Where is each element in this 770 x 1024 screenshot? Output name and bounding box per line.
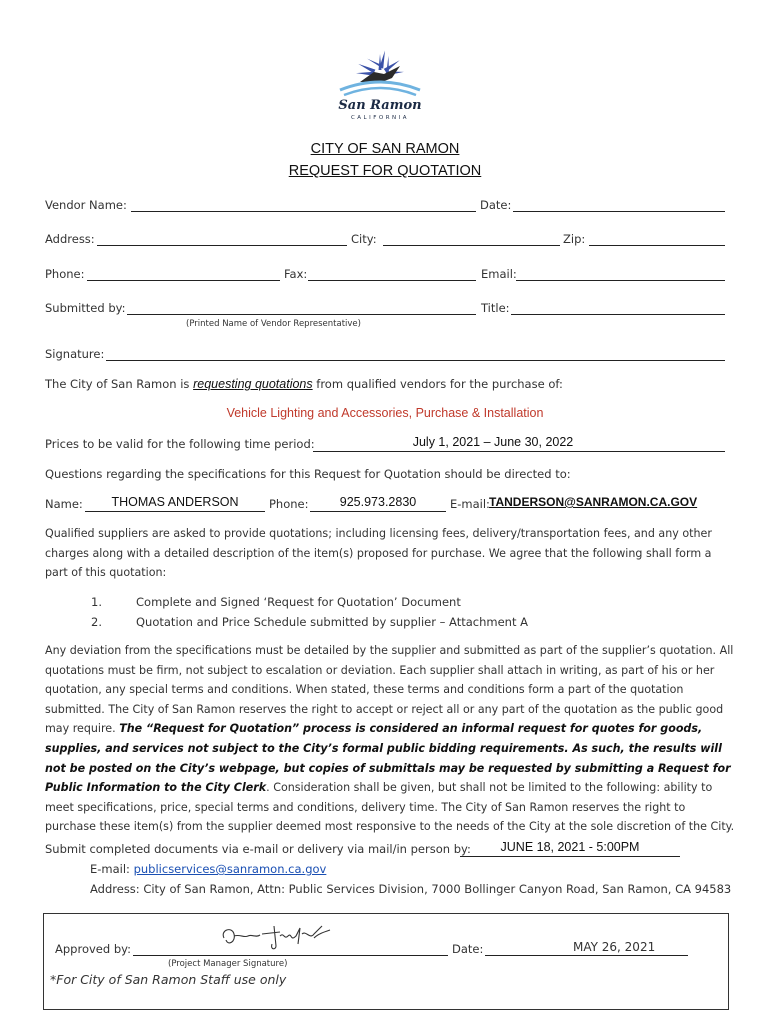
qualified-paragraph: Qualified suppliers are asked to provide quotations; including licensing fees, delivery/transportation fees, and any other charges along with a detailed description of the item(s) proposed for purchase. We agree that the following shall form a part of this quotation: [45, 527, 712, 580]
submitted-by-field[interactable] [127, 314, 476, 315]
contact-name-value: THOMAS ANDERSON [111, 495, 239, 509]
submitted-by-label: Submitted by: [45, 301, 126, 315]
submit-address: Address: City of San Ramon, Attn: Public Services Division, 7000 Bollinger Canyon Road, San Ramon, CA 94583 [90, 882, 732, 896]
staff-only-note: *For City of San Ramon Staff use only [50, 972, 287, 987]
address-label: Address: [45, 232, 95, 246]
city-field[interactable] [383, 245, 560, 246]
contact-name-label: Name: [45, 497, 83, 511]
title-label: Title: [481, 301, 510, 315]
vendor-name-field[interactable] [131, 211, 476, 212]
contact-phone-label: Phone: [269, 497, 309, 511]
prices-valid-line [313, 451, 725, 452]
intro-text: The City of San Ramon is requesting quotations from qualified vendors for the purchase of: [45, 377, 563, 391]
printed-name-note: (Printed Name of Vendor Representative) [186, 319, 361, 329]
contact-email-value[interactable]: TANDERSON@SANRAMON.CA.GOV [489, 495, 698, 509]
fax-label: Fax: [284, 267, 308, 281]
submit-label: Submit completed documents via e-mail or delivery via mail/in person by: [45, 842, 471, 856]
address-field[interactable] [97, 245, 347, 246]
prices-valid-value: July 1, 2021 – June 30, 2022 [412, 435, 574, 449]
deviation-bold-text: The “Request for Quotation” process is considered an informal request for quotes for goods, supplies, and services not subject to the City’s formal public bidding requirements. As such, the results will not be posted on the City’s webpage, but copies of submittals may be requested by submitting a Request for Public Information to the City Clerk [45, 722, 731, 795]
title-field[interactable] [511, 314, 725, 315]
prices-valid-label: Prices to be valid for the following time period: [45, 437, 315, 451]
approval-date-label: Date: [452, 942, 484, 956]
signature-image-icon [218, 920, 338, 952]
questions-text: Questions regarding the specifications for this Request for Quotation should be directed to: [45, 467, 571, 481]
page-title: CITY OF SAN RAMON [310, 141, 460, 157]
submit-email-link[interactable]: publicservices@sanramon.ca.gov [133, 862, 327, 876]
date-field[interactable] [513, 211, 725, 212]
contact-phone-value: 925.973.2830 [339, 495, 417, 509]
project-manager-signature-note: (Project Manager Signature) [168, 959, 288, 969]
zip-label: Zip: [563, 232, 586, 246]
logo-name: San Ramon [338, 98, 422, 113]
phone-label: Phone: [45, 267, 85, 281]
city-label: City: [351, 232, 377, 246]
list-item-1: Complete and Signed ‘Request for Quotation’ Document [136, 595, 461, 609]
signature-field[interactable] [106, 360, 725, 361]
page-subtitle: REQUEST FOR QUOTATION [288, 163, 482, 179]
intro-emphasis: requesting quotations [193, 377, 313, 391]
zip-field[interactable] [589, 245, 725, 246]
email-label: Email: [481, 267, 517, 281]
approval-date-value: MAY 26, 2021 [573, 940, 656, 954]
phone-field[interactable] [87, 280, 280, 281]
list-item-2: Quotation and Price Schedule submitted by supplier – Attachment A [136, 615, 528, 629]
purchase-item: Vehicle Lighting and Accessories, Purchase & Installation [226, 406, 544, 420]
contact-name-line [85, 511, 265, 512]
contact-phone-line [310, 511, 446, 512]
vendor-name-label: Vendor Name: [45, 198, 127, 212]
fax-field[interactable] [308, 280, 476, 281]
submit-deadline: JUNE 18, 2021 - 5:00PM [500, 840, 640, 854]
approved-by-line [133, 955, 448, 956]
signature-label: Signature: [45, 347, 105, 361]
submit-deadline-line [460, 856, 680, 857]
email-field[interactable] [516, 280, 725, 281]
contact-email-label: E-mail: [450, 497, 490, 511]
deviation-paragraph: Any deviation from the specifications must be detailed by the supplier and submitted as part of the supplier’s quotation. All quotations must be firm, not subject to escalation or deviation. Each supplier shall attach in writing, as part of his or her quotation, any special terms and conditions. When stated, these terms and conditions form a part of the quotation submitted. The City of San Ramon reserves the right to accept or reject all or any part of the quotation as the public good may require. The “Request for Quotation” process is considered an informal request for quotes for goods, supplies, and services not subject to the City’s formal public bidding requirements. As such, the results will not be posted on the City’s webpage, but copies of submittals may be requested by submitting a Request for Public Information to the City Clerk. Consideration shall be given, but shall not be limited to the following: ability to meet specifications, price, special terms and conditions, delivery time. The City of San Ramon reserves the right to purchase these item(s) from the supplier deemed most responsive to the needs of the City at the sole discretion of the City. [45, 644, 735, 834]
approval-box [43, 913, 729, 1010]
approved-by-label: Approved by: [55, 942, 131, 956]
date-label: Date: [480, 198, 512, 212]
logo-subtitle: CALIFORNIA [350, 115, 410, 121]
list-item-2-number: 2. [91, 615, 102, 629]
submit-email: E-mail: publicservices@sanramon.ca.gov [90, 862, 327, 876]
list-item-1-number: 1. [91, 595, 102, 609]
approval-date-line [485, 955, 688, 956]
